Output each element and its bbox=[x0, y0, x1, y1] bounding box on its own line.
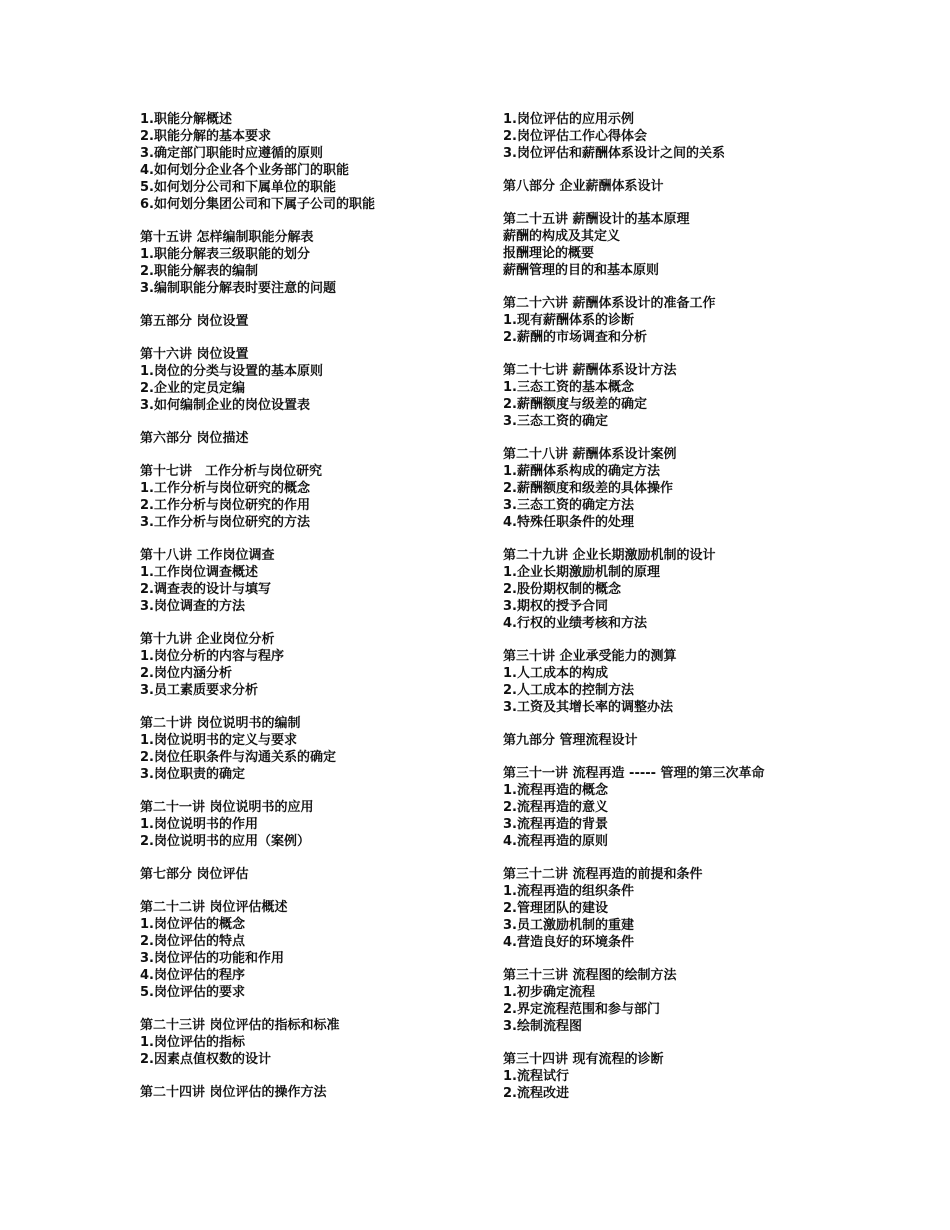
right-outline-item: 1.初步确定流程 bbox=[503, 985, 595, 1000]
right-section-heading: 第二十五讲 薪酬设计的基本原理 bbox=[503, 212, 690, 227]
left-outline-item: 1.工作岗位调查概述 bbox=[140, 565, 258, 580]
right-section-heading: 第九部分 管理流程设计 bbox=[503, 733, 638, 748]
right-section bbox=[503, 211, 923, 279]
right-outline-item: 2.薪酬的市场调查和分析 bbox=[503, 330, 647, 345]
right-section-heading: 第二十六讲 薪酬体系设计的准备工作 bbox=[503, 296, 716, 311]
right-outline-item: 1.三态工资的基本概念 bbox=[503, 380, 634, 395]
right-outline-item: 2.人工成本的控制方法 bbox=[503, 683, 634, 698]
right-section bbox=[503, 295, 923, 346]
right-outline-item: 2.界定流程范围和参与部门 bbox=[503, 1002, 660, 1017]
left-outline-item: 2.企业的定员定编 bbox=[140, 381, 245, 396]
left-outline-item: 5.如何划分公司和下属单位的职能 bbox=[140, 180, 336, 195]
right-outline-item: 3.三态工资的确定 bbox=[503, 414, 608, 429]
left-section-heading: 第二十三讲 岗位评估的指标和标准 bbox=[140, 1018, 340, 1033]
right-section bbox=[503, 1051, 923, 1102]
right-section-heading: 第三十三讲 流程图的绘制方法 bbox=[503, 968, 677, 983]
left-section-heading: 第七部分 岗位评估 bbox=[140, 867, 249, 882]
left-section bbox=[140, 313, 490, 330]
right-outline-item: 2.流程再造的意义 bbox=[503, 800, 608, 815]
left-section bbox=[140, 547, 490, 615]
left-outline-item: 2.调查表的设计与填写 bbox=[140, 582, 271, 597]
left-section bbox=[140, 631, 490, 699]
left-outline-item: 3.编制职能分解表时要注意的问题 bbox=[140, 281, 336, 296]
left-section-heading: 第十五讲 怎样编制职能分解表 bbox=[140, 230, 314, 245]
right-section-heading: 1.岗位评估的应用示例 bbox=[503, 112, 634, 127]
left-outline-item: 2.工作分析与岗位研究的作用 bbox=[140, 498, 310, 513]
left-outline-item: 1.工作分析与岗位研究的概念 bbox=[140, 481, 310, 496]
right-section-heading: 第三十四讲 现有流程的诊断 bbox=[503, 1052, 664, 1067]
left-outline-item: 3.岗位评估的功能和作用 bbox=[140, 951, 284, 966]
right-section bbox=[503, 111, 923, 162]
right-section bbox=[503, 547, 923, 632]
left-section bbox=[140, 1017, 490, 1068]
left-outline-item: 4.岗位评估的程序 bbox=[140, 968, 245, 983]
right-outline-item: 4.营造良好的环境条件 bbox=[503, 935, 634, 950]
left-section-heading: 第二十二讲 岗位评估概述 bbox=[140, 900, 288, 915]
right-section-heading: 第三十讲 企业承受能力的测算 bbox=[503, 649, 677, 664]
left-section bbox=[140, 111, 490, 213]
left-outline-item: 2.职能分解的基本要求 bbox=[140, 129, 271, 144]
right-section bbox=[503, 178, 923, 195]
right-outline-item: 3.岗位评估和薪酬体系设计之间的关系 bbox=[503, 146, 725, 161]
left-section-heading: 1.职能分解概述 bbox=[140, 112, 232, 127]
right-section bbox=[503, 866, 923, 951]
left-outline-item: 3.工作分析与岗位研究的方法 bbox=[140, 515, 310, 530]
left-section-heading: 第五部分 岗位设置 bbox=[140, 314, 249, 329]
left-outline-item: 3.确定部门职能时应遵循的原则 bbox=[140, 146, 323, 161]
right-outline-item: 薪酬管理的目的和基本原则 bbox=[503, 263, 660, 278]
left-outline-item: 3.员工素质要求分析 bbox=[140, 683, 258, 698]
left-outline-item: 2.职能分解表的编制 bbox=[140, 264, 258, 279]
right-outline-item: 1.企业长期激励机制的原理 bbox=[503, 565, 660, 580]
left-outline-item: 1.岗位的分类与设置的基本原则 bbox=[140, 364, 323, 379]
right-outline-item: 报酬理论的概要 bbox=[503, 246, 595, 261]
left-outline-item: 6.如何划分集团公司和下属子公司的职能 bbox=[140, 197, 375, 212]
right-section-heading: 第八部分 企业薪酬体系设计 bbox=[503, 179, 664, 194]
right-outline-item: 1.流程再造的组织条件 bbox=[503, 884, 634, 899]
right-section-heading: 第二十七讲 薪酬体系设计方法 bbox=[503, 363, 677, 378]
left-outline-item: 3.岗位调查的方法 bbox=[140, 599, 245, 614]
right-outline-item: 2.岗位评估工作心得体会 bbox=[503, 129, 647, 144]
left-outline-item: 2.岗位说明书的应用（案例） bbox=[140, 834, 310, 849]
left-outline-item: 1.岗位评估的指标 bbox=[140, 1035, 245, 1050]
left-section-heading: 第二十一讲 岗位说明书的应用 bbox=[140, 800, 314, 815]
right-section bbox=[503, 967, 923, 1035]
right-outline-item: 4.流程再造的原则 bbox=[503, 834, 608, 849]
left-section bbox=[140, 229, 490, 297]
left-section bbox=[140, 799, 490, 850]
right-outline-item: 2.管理团队的建设 bbox=[503, 901, 608, 916]
right-section-heading: 第三十二讲 流程再造的前提和条件 bbox=[503, 867, 703, 882]
left-section bbox=[140, 715, 490, 783]
right-section bbox=[503, 765, 923, 850]
right-section bbox=[503, 648, 923, 716]
right-column bbox=[503, 111, 923, 1118]
right-outline-item: 3.绘制流程图 bbox=[503, 1019, 582, 1034]
left-section-heading: 第十八讲 工作岗位调查 bbox=[140, 548, 275, 563]
right-outline-item: 3.期权的授予合同 bbox=[503, 599, 608, 614]
right-outline-item: 4.特殊任职条件的处理 bbox=[503, 515, 634, 530]
left-section-heading: 第六部分 岗位描述 bbox=[140, 431, 249, 446]
right-outline-item: 1.现有薪酬体系的诊断 bbox=[503, 313, 634, 328]
left-outline-item: 1.职能分解表三级职能的划分 bbox=[140, 247, 310, 262]
right-outline-item: 3.员工激励机制的重建 bbox=[503, 918, 634, 933]
right-outline-item: 2.薪酬额度和级差的具体操作 bbox=[503, 481, 673, 496]
left-section-heading: 第十六讲 岗位设置 bbox=[140, 347, 249, 362]
left-section bbox=[140, 463, 490, 531]
left-section-heading: 第十七讲 工作分析与岗位研究 bbox=[140, 464, 323, 479]
left-outline-item: 3.岗位职责的确定 bbox=[140, 767, 245, 782]
right-outline-item: 薪酬的构成及其定义 bbox=[503, 229, 621, 244]
left-section bbox=[140, 1084, 490, 1101]
right-outline-item: 1.薪酬体系构成的确定方法 bbox=[503, 464, 660, 479]
right-section bbox=[503, 732, 923, 749]
left-section bbox=[140, 346, 490, 414]
left-section bbox=[140, 899, 490, 1001]
left-outline-item: 2.因素点值权数的设计 bbox=[140, 1052, 271, 1067]
left-section-heading: 第二十四讲 岗位评估的操作方法 bbox=[140, 1085, 327, 1100]
right-outline-item: 3.三态工资的确定方法 bbox=[503, 498, 634, 513]
left-column bbox=[140, 111, 490, 1117]
right-outline-item: 1.流程再造的概念 bbox=[503, 783, 608, 798]
left-outline-item: 5.岗位评估的要求 bbox=[140, 985, 245, 1000]
right-section-heading: 第二十八讲 薪酬体系设计案例 bbox=[503, 447, 677, 462]
left-outline-item: 3.如何编制企业的岗位设置表 bbox=[140, 398, 310, 413]
left-outline-item: 4.如何划分企业各个业务部门的职能 bbox=[140, 163, 349, 178]
left-outline-item: 2.岗位评估的特点 bbox=[140, 934, 245, 949]
left-outline-item: 1.岗位说明书的定义与要求 bbox=[140, 733, 297, 748]
left-section bbox=[140, 866, 490, 883]
left-outline-item: 1.岗位评估的概念 bbox=[140, 917, 245, 932]
left-outline-item: 1.岗位说明书的作用 bbox=[140, 817, 258, 832]
right-outline-item: 4.行权的业绩考核和方法 bbox=[503, 616, 647, 631]
left-section bbox=[140, 430, 490, 447]
left-section-heading: 第十九讲 企业岗位分析 bbox=[140, 632, 275, 647]
right-section-heading: 第三十一讲 流程再造 ----- 管理的第三次革命 bbox=[503, 766, 765, 781]
left-outline-item: 2.岗位内涵分析 bbox=[140, 666, 232, 681]
right-outline-item: 2.薪酬额度与级差的确定 bbox=[503, 397, 647, 412]
right-section bbox=[503, 362, 923, 430]
left-section-heading: 第二十讲 岗位说明书的编制 bbox=[140, 716, 301, 731]
right-section-heading: 第二十九讲 企业长期激励机制的设计 bbox=[503, 548, 716, 563]
right-outline-item: 3.流程再造的背景 bbox=[503, 817, 608, 832]
right-outline-item: 2.股份期权制的概念 bbox=[503, 582, 621, 597]
left-outline-item: 1.岗位分析的内容与程序 bbox=[140, 649, 284, 664]
right-outline-item: 1.流程试行 bbox=[503, 1069, 569, 1084]
right-section bbox=[503, 446, 923, 531]
right-outline-item: 2.流程改进 bbox=[503, 1086, 569, 1101]
right-outline-item: 3.工资及其增长率的调整办法 bbox=[503, 700, 673, 715]
left-outline-item: 2.岗位任职条件与沟通关系的确定 bbox=[140, 750, 336, 765]
right-outline-item: 1.人工成本的构成 bbox=[503, 666, 608, 681]
